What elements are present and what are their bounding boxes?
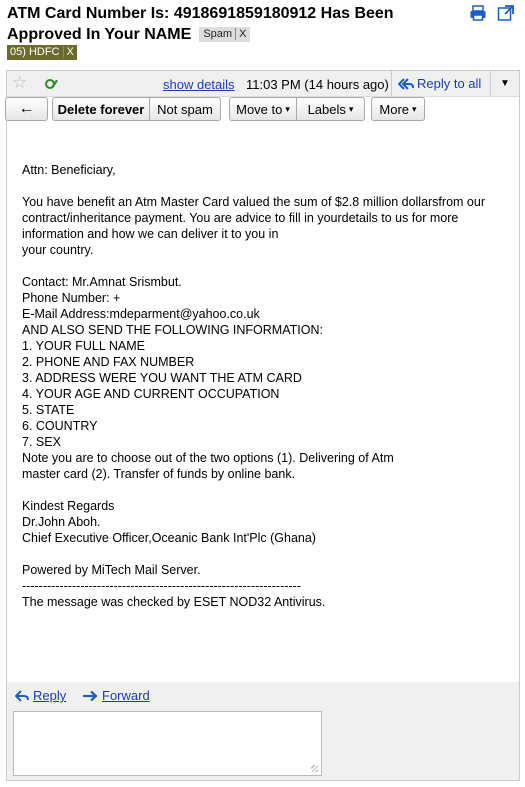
message-header [7, 71, 519, 97]
chevron-down-icon: ▼ [500, 78, 510, 89]
label-chip-hdfc[interactable] [7, 45, 77, 60]
show-details-link[interactable]: show details [163, 77, 235, 92]
spam-badge [199, 27, 250, 42]
quick-reply-input[interactable] [13, 711, 322, 776]
labels-label: Labels [307, 101, 346, 117]
move-to-button[interactable] [229, 97, 297, 121]
more-actions-menu-button[interactable] [491, 71, 519, 96]
reply-all-label: Reply to all [417, 76, 482, 91]
star-icon[interactable]: ☆ [12, 73, 28, 92]
more-caret-icon: ▾ [412, 103, 417, 114]
resize-grip-icon[interactable] [311, 765, 318, 772]
forward-label: Forward [102, 688, 150, 703]
forward-icon [82, 690, 98, 702]
reply-actions [7, 682, 519, 780]
message-card [6, 70, 520, 781]
delete-forever-button[interactable]: Delete forever [52, 97, 150, 121]
label-chip-close[interactable]: X [63, 46, 74, 58]
email-subject [7, 3, 467, 45]
move-to-label: Move to [236, 101, 283, 117]
move-to-caret-icon: ▾ [285, 103, 290, 114]
more-button[interactable] [371, 97, 425, 121]
top-icons [469, 4, 515, 22]
reply-label: Reply [33, 688, 67, 703]
reply-all-button[interactable] [391, 71, 491, 96]
message-toolbar [7, 97, 519, 126]
subject-text: ATM Card Number Is: 4918691859180912 Has Been Approved In Your NAME [7, 5, 394, 43]
reply-all-icon [398, 77, 414, 91]
not-spam-button[interactable]: Not spam [149, 97, 221, 121]
message-body: Attn: Beneficiary, You have benefit an Atm Master Card valued the sum of $2.8 million dollarsfrom our contract/inheritance payment. You are advice to fill in yourdetails to us for more information and how we can deliver it to you in your country. Contact: Mr.Amnat Srismbut. Phone Number: + E-Mail Address:mdeparment@yahoo.co.uk AND ALSO SEND THE FOLLOWING INFORMATION: 1. YOUR FULL NAME 2. PHONE AND FAX NUMBER 3. ADDRESS WERE YOU WANT THE ATM CARD 4. YOUR AGE AND CURRENT OCCUPATION 5. STATE 6. COUNTRY 7. SEX Note you are to choose out of the two options (1). Delivering of Atm master card (2). Transfer of funds by online bank. Kindest Regards Dr.John Aboh. Chief Executive Officer,Oceanic Bank Int'Plc (Ghana) Powered by MiTech Mail Server. ------------------------------------------------------------------- The message was checked by ESET NOD32 Antivirus. [22, 163, 485, 609]
forward-link[interactable] [82, 688, 150, 703]
more-label: More [379, 101, 410, 117]
new-window-icon[interactable] [497, 4, 515, 22]
labels-caret-icon: ▾ [348, 103, 354, 114]
reply-link[interactable] [15, 688, 66, 703]
reply-icon [15, 690, 29, 702]
label-chip-text: 05) HDFC [10, 46, 60, 58]
labels-button[interactable] [296, 97, 365, 121]
print-icon[interactable] [469, 4, 487, 22]
back-button[interactable]: ← [5, 97, 48, 121]
spam-badge-label: Spam [203, 28, 233, 40]
online-status-icon [45, 79, 55, 89]
message-time: 11:03 PM (14 hours ago) [246, 77, 389, 92]
spam-badge-close[interactable]: X [235, 28, 246, 40]
